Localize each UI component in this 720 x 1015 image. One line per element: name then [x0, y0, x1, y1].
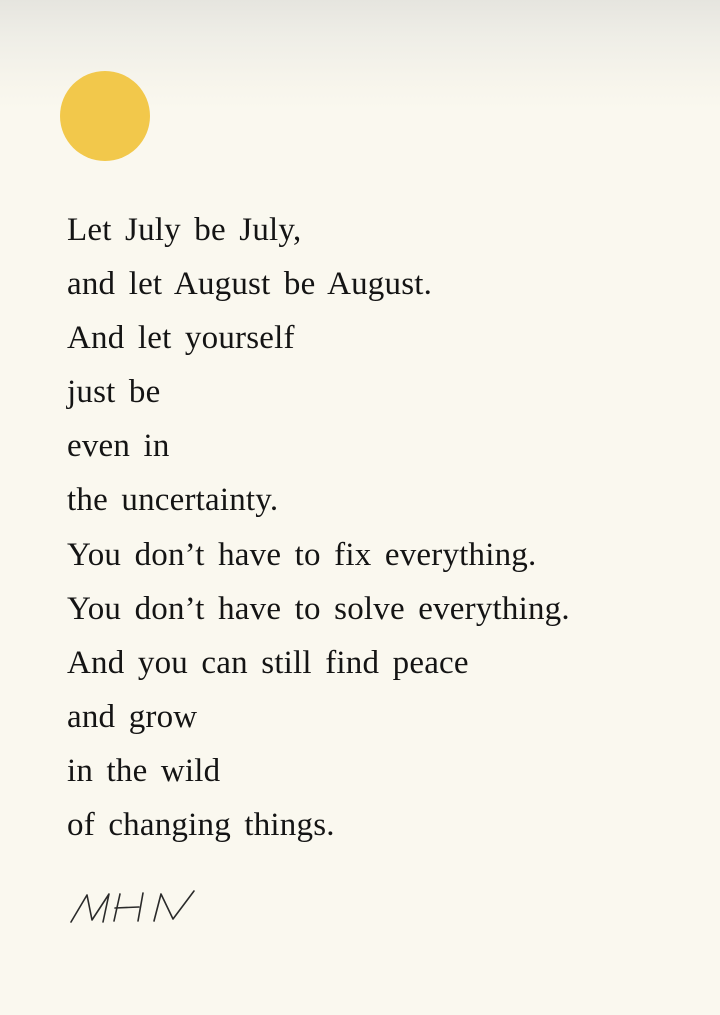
poem-line-4: just be — [67, 374, 161, 411]
poem-line-2: and let August be August. — [67, 266, 433, 303]
poem-line-9: And you can still find peace — [67, 644, 469, 681]
sun-icon — [60, 71, 150, 161]
poem-line-11: in the wild — [67, 752, 221, 789]
signature — [68, 886, 208, 934]
poem-line-6: the uncertainty. — [67, 482, 279, 519]
poem — [67, 203, 687, 852]
poem-line-8: You don’t have to solve everything. — [67, 590, 570, 627]
poem-line-1: Let July be July, — [67, 212, 302, 248]
poem-line-10: and grow — [67, 698, 198, 735]
poem-line-5: even in — [67, 428, 170, 465]
poem-line-7: You don’t have to fix everything. — [67, 536, 537, 573]
poem-line-3: And let yourself — [67, 320, 295, 357]
poem-line-12: of changing things. — [67, 807, 335, 844]
